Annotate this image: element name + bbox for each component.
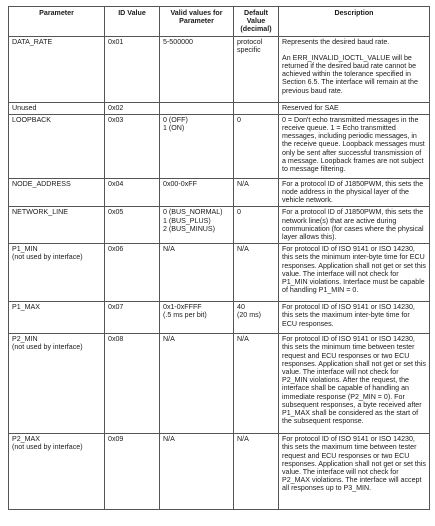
cell-id: [105, 207, 160, 244]
parameter-name: P2_MIN: [12, 335, 38, 344]
id-value: 0x02: [108, 103, 124, 112]
cell-parameter: [9, 178, 105, 207]
cell-parameter: [9, 114, 105, 178]
cell-parameter: [9, 36, 105, 102]
default-value-line: N/A: [237, 335, 249, 344]
cell-description: [279, 102, 430, 114]
cell-id: [105, 244, 160, 302]
id-value: 0x09: [108, 435, 124, 444]
cell-valid: [160, 302, 234, 334]
default-value-line: N/A: [237, 245, 249, 254]
header-default-line-3: (decimal): [240, 25, 272, 34]
cell-description: [279, 434, 430, 510]
valid-value: 1 (BUS_PLUS): [163, 216, 211, 225]
default-value-line: 40: [237, 303, 245, 312]
cell-default: [234, 302, 279, 334]
valid-value: 5-500000: [163, 37, 193, 46]
table-row: [9, 334, 430, 434]
table-row: [9, 36, 430, 102]
valid-value: 0x1-0xFFFF: [163, 303, 202, 312]
id-value: 0x05: [108, 208, 124, 217]
description-text: For a protocol ID of J1850PWM, this sets the node address in the physical layer of the vehicle network.: [282, 179, 424, 205]
header-default-value: [234, 7, 279, 37]
cell-valid: [160, 178, 234, 207]
header-description-label: Description: [334, 9, 374, 17]
cell-description: [279, 114, 430, 178]
table-row: [9, 302, 430, 334]
default-value-line: N/A: [237, 435, 249, 444]
table-row: [9, 102, 430, 114]
cell-id: [105, 114, 160, 178]
valid-value: N/A: [163, 435, 175, 444]
id-value: 0x03: [108, 115, 124, 124]
header-valid-values: [160, 7, 234, 37]
cell-id: [105, 334, 160, 434]
parameter-name: NETWORK_LINE: [12, 208, 68, 217]
cell-id: [105, 434, 160, 510]
description-text: Reserved for SAE: [282, 103, 339, 112]
table-row: [9, 114, 430, 178]
cell-default: [234, 207, 279, 244]
header-parameter: [9, 7, 105, 37]
description-text: For protocol ID of ISO 9141 or ISO 14230, this sets the maximum time between tester request and ECU responses or two ECU responses. Application shall not get or set this value. The interface will not check for P2_MAX violations. The interface will accept all responses up to P3_MIN.: [282, 435, 426, 493]
cell-valid: [160, 207, 234, 244]
header-valid-values-line-1: Valid values for: [170, 9, 223, 17]
cell-description: [279, 334, 430, 434]
cell-valid: [160, 36, 234, 102]
valid-value: (.5 ms per bit): [163, 311, 207, 320]
valid-value: 0 (OFF): [163, 115, 188, 124]
parameter-name: NODE_ADDRESS: [12, 179, 71, 188]
header-valid-values-line-2: Parameter: [179, 17, 214, 26]
cell-id: [105, 102, 160, 114]
header-description: [279, 7, 430, 37]
cell-parameter: [9, 244, 105, 302]
cell-default: [234, 178, 279, 207]
parameter-note: (not used by interface): [12, 253, 83, 262]
parameter-name: P2_MAX: [12, 435, 40, 444]
valid-value: 0x00-0xFF: [163, 179, 197, 188]
cell-valid: [160, 434, 234, 510]
default-value-line: (20 ms): [237, 311, 262, 320]
parameter-name: P1_MIN: [12, 245, 38, 254]
valid-value: 2 (BUS_MINUS): [163, 224, 216, 233]
cell-description: [279, 244, 430, 302]
header-parameter-label: Parameter: [39, 9, 74, 17]
header-default-line-1: Default: [243, 9, 269, 17]
parameter-note: (not used by interface): [12, 343, 83, 352]
cell-default: [234, 114, 279, 178]
cell-parameter: [9, 334, 105, 434]
table-row: [9, 178, 430, 207]
cell-default: [234, 434, 279, 510]
id-value: 0x06: [108, 245, 124, 254]
valid-value: 1 (ON): [163, 124, 185, 133]
valid-value: 0 (BUS_NORMAL): [163, 208, 223, 217]
id-value: 0x01: [108, 37, 124, 46]
default-value-line: specific: [237, 45, 261, 54]
parameter-table-page: [8, 6, 429, 510]
id-value: 0x07: [108, 303, 124, 312]
valid-value: N/A: [163, 245, 175, 254]
cell-parameter: [9, 302, 105, 334]
cell-valid: [160, 114, 234, 178]
cell-valid: [160, 244, 234, 302]
id-value: 0x08: [108, 335, 124, 344]
cell-valid: [160, 102, 234, 114]
valid-value: N/A: [163, 335, 175, 344]
parameter-name: Unused: [12, 103, 37, 112]
cell-default: [234, 244, 279, 302]
parameter-name: P1_MAX: [12, 303, 40, 312]
description-text: For a protocol ID of J1850PWM, this sets the network line(s) that are active during communication (for cases where the physical layer allows this).: [282, 208, 424, 242]
default-value-line: 0: [237, 115, 241, 124]
parameter-note: (not used by interface): [12, 443, 83, 452]
default-value-line: protocol: [237, 37, 263, 46]
table-header-row: [9, 7, 430, 37]
cell-description: [279, 207, 430, 244]
description-text: For protocol ID of ISO 9141 or ISO 14230, this sets the maximum inter-byte time for ECU responses.: [282, 303, 415, 328]
cell-id: [105, 302, 160, 334]
description-text: An ERR_INVALID_IOCTL_VALUE will be returned if the desired baud rate cannot be achieved within the tolerance specified in Section 6.5. The interface will remain at the previous baud rate.: [282, 53, 418, 95]
cell-valid: [160, 334, 234, 434]
cell-id: [105, 36, 160, 102]
description-text: Represents the desired baud rate.: [282, 37, 390, 46]
cell-id: [105, 178, 160, 207]
header-id-value: [105, 7, 160, 37]
header-default-line-2: Value: [246, 17, 266, 26]
cell-default: [234, 36, 279, 102]
cell-parameter: [9, 102, 105, 114]
cell-default: [234, 102, 279, 114]
cell-description: [279, 302, 430, 334]
table-row: [9, 207, 430, 244]
cell-parameter: [9, 434, 105, 510]
default-value-line: N/A: [237, 179, 249, 188]
header-id-value-label: ID Value: [118, 9, 146, 17]
cell-default: [234, 334, 279, 434]
description-text: 0 = Don't echo transmitted messages in the receive queue. 1 = Echo transmitted messages, including periodic messages, in the receive queue. Loopback messages must only be sent after successful transmission of a message. Loopback frames are not subject to message filtering.: [282, 115, 425, 174]
cell-description: [279, 36, 430, 102]
cell-description: [279, 178, 430, 207]
table-row: [9, 434, 430, 510]
ioctl-parameter-table: [8, 6, 430, 510]
default-value-line: 0: [237, 208, 241, 217]
description-text: For protocol ID of ISO 9141 or ISO 14230, this sets the minimum time between tester request and ECU responses or two ECU responses. Application shall not get or set this value. The interface will not check for P2_MIN violations. After the request, the interface shall be capable of handling an immediate response (P2_MIN = 0). For subsequent responses, a byte received after P1_MAX shall be considered as the start of the subsequent response.: [282, 335, 426, 426]
description-text: For protocol ID of ISO 9141 or ISO 14230, this sets the minimum inter-byte time for ECU responses. Application shall not get or set this value. The interface will not check for P1_MIN violations. Interface must be capable of handling P1_MIN = 0.: [282, 245, 426, 295]
cell-parameter: [9, 207, 105, 244]
id-value: 0x04: [108, 179, 124, 188]
table-row: [9, 244, 430, 302]
parameter-name: LOOPBACK: [12, 115, 52, 124]
parameter-name: DATA_RATE: [12, 37, 53, 46]
